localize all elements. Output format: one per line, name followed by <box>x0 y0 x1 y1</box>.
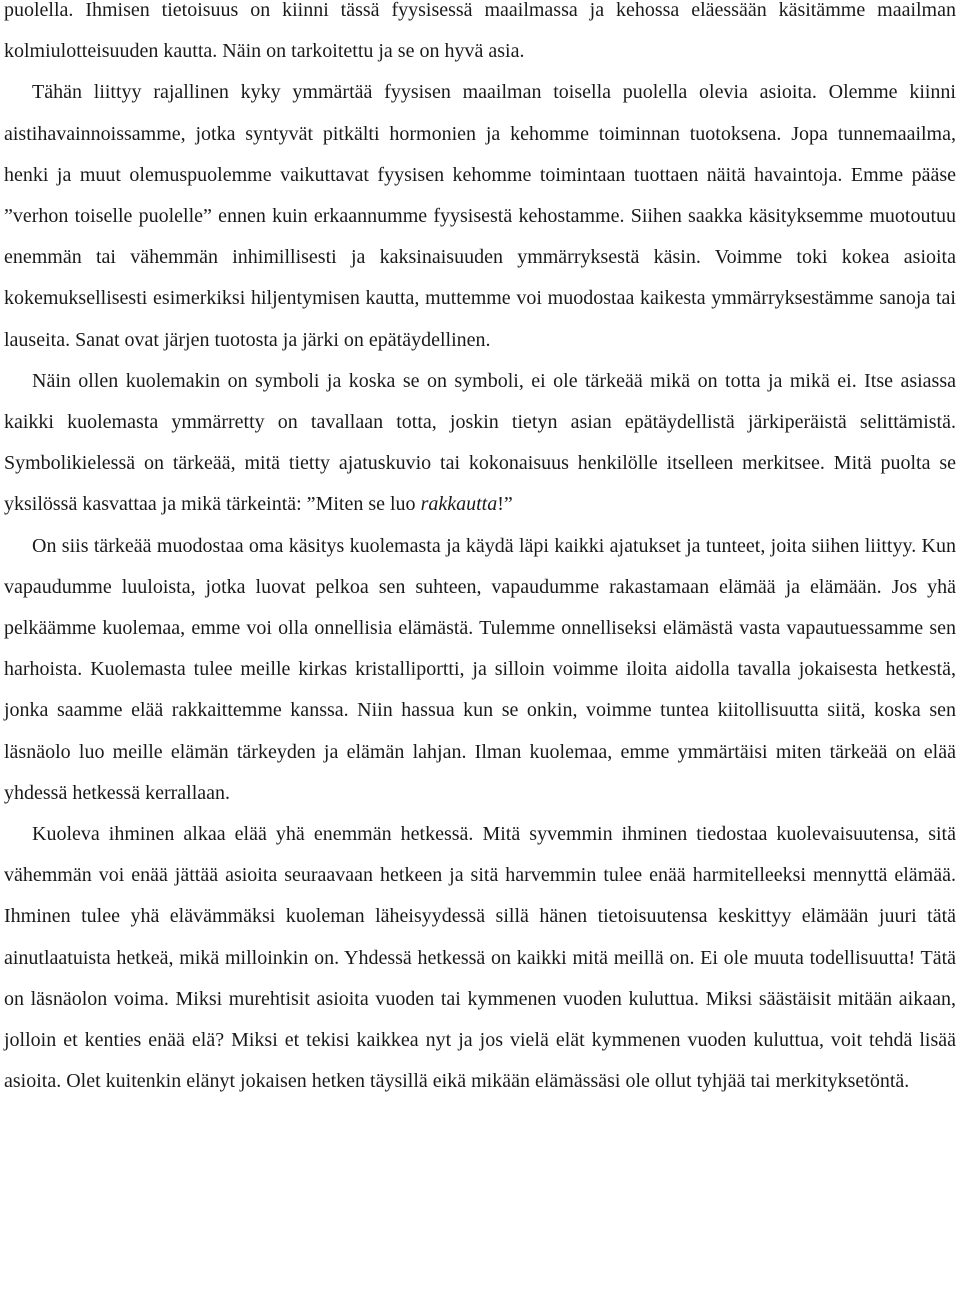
paragraph-text: Kuoleva ihminen alkaa elää yhä enemmän hetkessä. Mitä syvemmin ihminen tiedostaa kuolevaisuutensa, sitä vähemmän voi enää jättää asioita seuraavaan hetkeen ja sitä harvemmin tulee enää harmitelleeksi mennyttä elämää. Ihminen tulee yhä elävämmäksi kuoleman läheisyydessä sillä hänen tietoisuutensa keskittyy elämään juuri tätä ainutlaatuista hetkeä, mikä milloinkin on. Yhdessä hetkessä on kaikki mitä meillä on. Ei ole muuta todellisuutta! Tätä on läsnäolon voima. Miksi murehtisit asioita vuoden tai kymmenen vuoden kuluttua. Miksi säästäisit mitään aikaan, jolloin et kenties enää elä? Miksi et tekisi kaikkea nyt ja jos vielä elät kymmenen vuoden kuluttua, voit tehdä lisää asioita. Olet kuitenkin elänyt jokaisen hetken täysillä eikä mikään elämässäsi ole ollut tyhjää tai merkityksetöntä. <box>4 823 956 1093</box>
emphasized-word: rakkautta <box>420 493 498 516</box>
paragraph-4 <box>4 526 956 814</box>
paragraph-text: Näin ollen kuolemakin on symboli ja koska se on symboli, ei ole tärkeää mikä on totta ja mikä ei. Itse asiassa kaikki kuolemasta ymmärretty on tavallaan totta, joskin tietyn asian epätäydellistä järkiperäistä selittämistä. Symbolikielessä on tärkeää, mitä tietty ajatuskuvio tai kokonaisuus henkilölle itselleen merkitsee. Mitä puolta se yksilössä kasvattaa ja mikä tärkeintä: ”Miten se luo <box>4 369 956 516</box>
paragraph-text: Tähän liittyy rajallinen kyky ymmärtää fyysisen maailman toisella puolella olevia asioita. Olemme kiinni aistihavainnoissamme, jotka syntyvät pitkälti hormonien ja kehomme toiminnan tuotoksena. Jopa tunnemaailma, henki ja muut olemuspuolemme vaikuttavat fyysisen kehomme toimintaan tuottaen näitä havaintoja. Emme pääse ”verhon toiselle puolelle” ennen kuin erkaannumme fyysisestä kehostamme. Siihen saakka käsityksemme muotoutuu enemmän tai vähemmän inhimillisesti ja kaksinaisuuden ymmärryksestä käsin. Voimme toki kokea asioita kokemuksellisesti esimerkiksi hiljentymisen kautta, muttemme voi muodostaa kaikesta ymmärryksestämme sanoja tai lauseita. Sanat ovat järjen tuotosta ja järki on epätäydellinen. <box>4 81 956 351</box>
paragraph-2 <box>4 72 956 360</box>
paragraph-text: puolella. Ihmisen tietoisuus on kiinni tässä fyysisessä maailmassa ja kehossa eläessään käsitämme maailman kolmiulotteisuuden kautta. Näin on tarkoitettu ja se on hyvä asia. <box>4 0 956 63</box>
paragraph-5 <box>4 814 956 1102</box>
paragraph-3 <box>4 361 956 526</box>
paragraph-text: On siis tärkeää muodostaa oma käsitys kuolemasta ja käydä läpi kaikki ajatukset ja tunteet, joita siihen liittyy. Kun vapaudumme luuloista, jotka luovat pelkoa sen suhteen, vapaudumme rakastamaan elämää ja elämään. Jos yhä pelkäämme kuolemaa, emme voi olla onnellisia elämästä. Tulemme onnelliseksi elämästä vasta vapautuessamme sen harhoista. Kuolemasta tulee meille kirkas kristalliportti, ja silloin voimme iloita aidolla tavalla jokaisesta hetkestä, jonka saamme elää rakkaittemme kanssa. Niin hassua kun se onkin, voimme tuntea kiitollisuutta siitä, koska sen läsnäolo luo meille elämän tärkeyden ja elämän lahjan. Ilman kuolemaa, emme ymmärtäisi miten tärkeää on elää yhdessä hetkessä kerrallaan. <box>4 534 956 804</box>
document-page <box>4 0 956 1102</box>
paragraph-text-end: !” <box>497 493 513 516</box>
paragraph-1 <box>4 0 956 72</box>
